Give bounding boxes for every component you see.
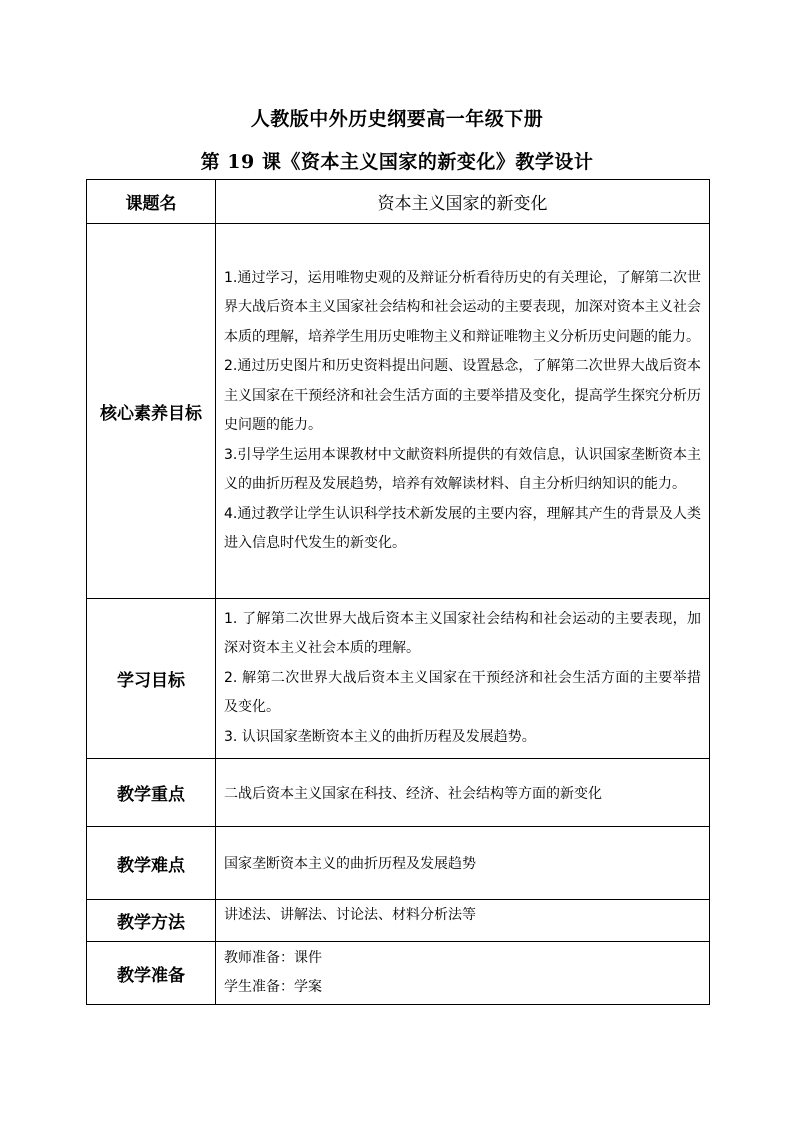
core-item-2: 2.通过历史图片和历史资料提出问题、设置悬念，了解第二次世界大战后资本主义国家在干预经济和社会生活方面的主要举措及变化，提高学生探究分析历史问题的能力。 <box>224 358 701 433</box>
row-key-points <box>87 759 710 827</box>
key-points-label: 教学重点 <box>87 759 216 827</box>
key-points-value: 二战后资本主义国家在科技、经济、社会结构等方面的新变化 <box>216 759 710 827</box>
core-item-4: 4.通过教学让学生认识科学技术新发展的主要内容，理解其产生的背景及人类进入信息时代发生的新变化。 <box>224 505 701 551</box>
row-learning-goals <box>87 599 710 759</box>
row-preparation <box>87 942 710 1005</box>
row-core-literacy <box>87 224 710 599</box>
methods-label: 教学方法 <box>87 900 216 942</box>
core-literacy-label: 核心素养目标 <box>87 224 216 599</box>
core-literacy-content <box>216 224 710 599</box>
document-title: 人教版中外历史纲要高一年级下册 <box>250 108 544 130</box>
prep-student: 学生准备：学案 <box>224 979 322 995</box>
learning-goals-label: 学习目标 <box>87 599 216 759</box>
row-difficulties <box>87 827 710 900</box>
row-methods <box>87 900 710 942</box>
row-topic <box>87 180 710 224</box>
document-subtitle: 第 19 课《资本主义国家的新变化》教学设计 <box>200 151 594 173</box>
lesson-plan-table <box>86 179 710 1005</box>
difficulties-label: 教学难点 <box>87 827 216 900</box>
topic-value: 资本主义国家的新变化 <box>216 180 710 224</box>
goal-item-3: 3. 认识国家垄断资本主义的曲折历程及发展趋势。 <box>224 728 536 745</box>
methods-value: 讲述法、讲解法、讨论法、材料分析法等 <box>216 900 710 942</box>
difficulties-value: 国家垄断资本主义的曲折历程及发展趋势 <box>216 827 710 900</box>
prep-teacher: 教师准备：课件 <box>224 950 322 966</box>
preparation-label: 教学准备 <box>87 942 216 1005</box>
goal-item-1: 1. 了解第二次世界大战后资本主义国家社会结构和社会运动的主要表现，加深对资本主义社会本质的理解。 <box>224 610 701 657</box>
goal-item-2: 2. 解第二次世界大战后资本主义国家在干预经济和社会生活方面的主要举措及变化。 <box>224 669 701 716</box>
core-item-1: 1.通过学习，运用唯物史观的及辩证分析看待历史的有关理论，了解第二次世界大战后资本主义国家社会结构和社会运动的主要表现，加深对资本主义社会本质的理解，培养学生用历史唯物主义和辩证唯物主义分析历史问题的能力。 <box>224 269 701 345</box>
core-item-3: 3.引导学生运用本课教材中文献资料所提供的有效信息，认识国家垄断资本主义的曲折历程及发展趋势，培养有效解读材料、自主分析归纳知识的能力。 <box>224 446 701 492</box>
topic-label: 课题名 <box>87 180 216 224</box>
learning-goals-content <box>216 599 710 759</box>
preparation-content <box>216 942 710 1005</box>
